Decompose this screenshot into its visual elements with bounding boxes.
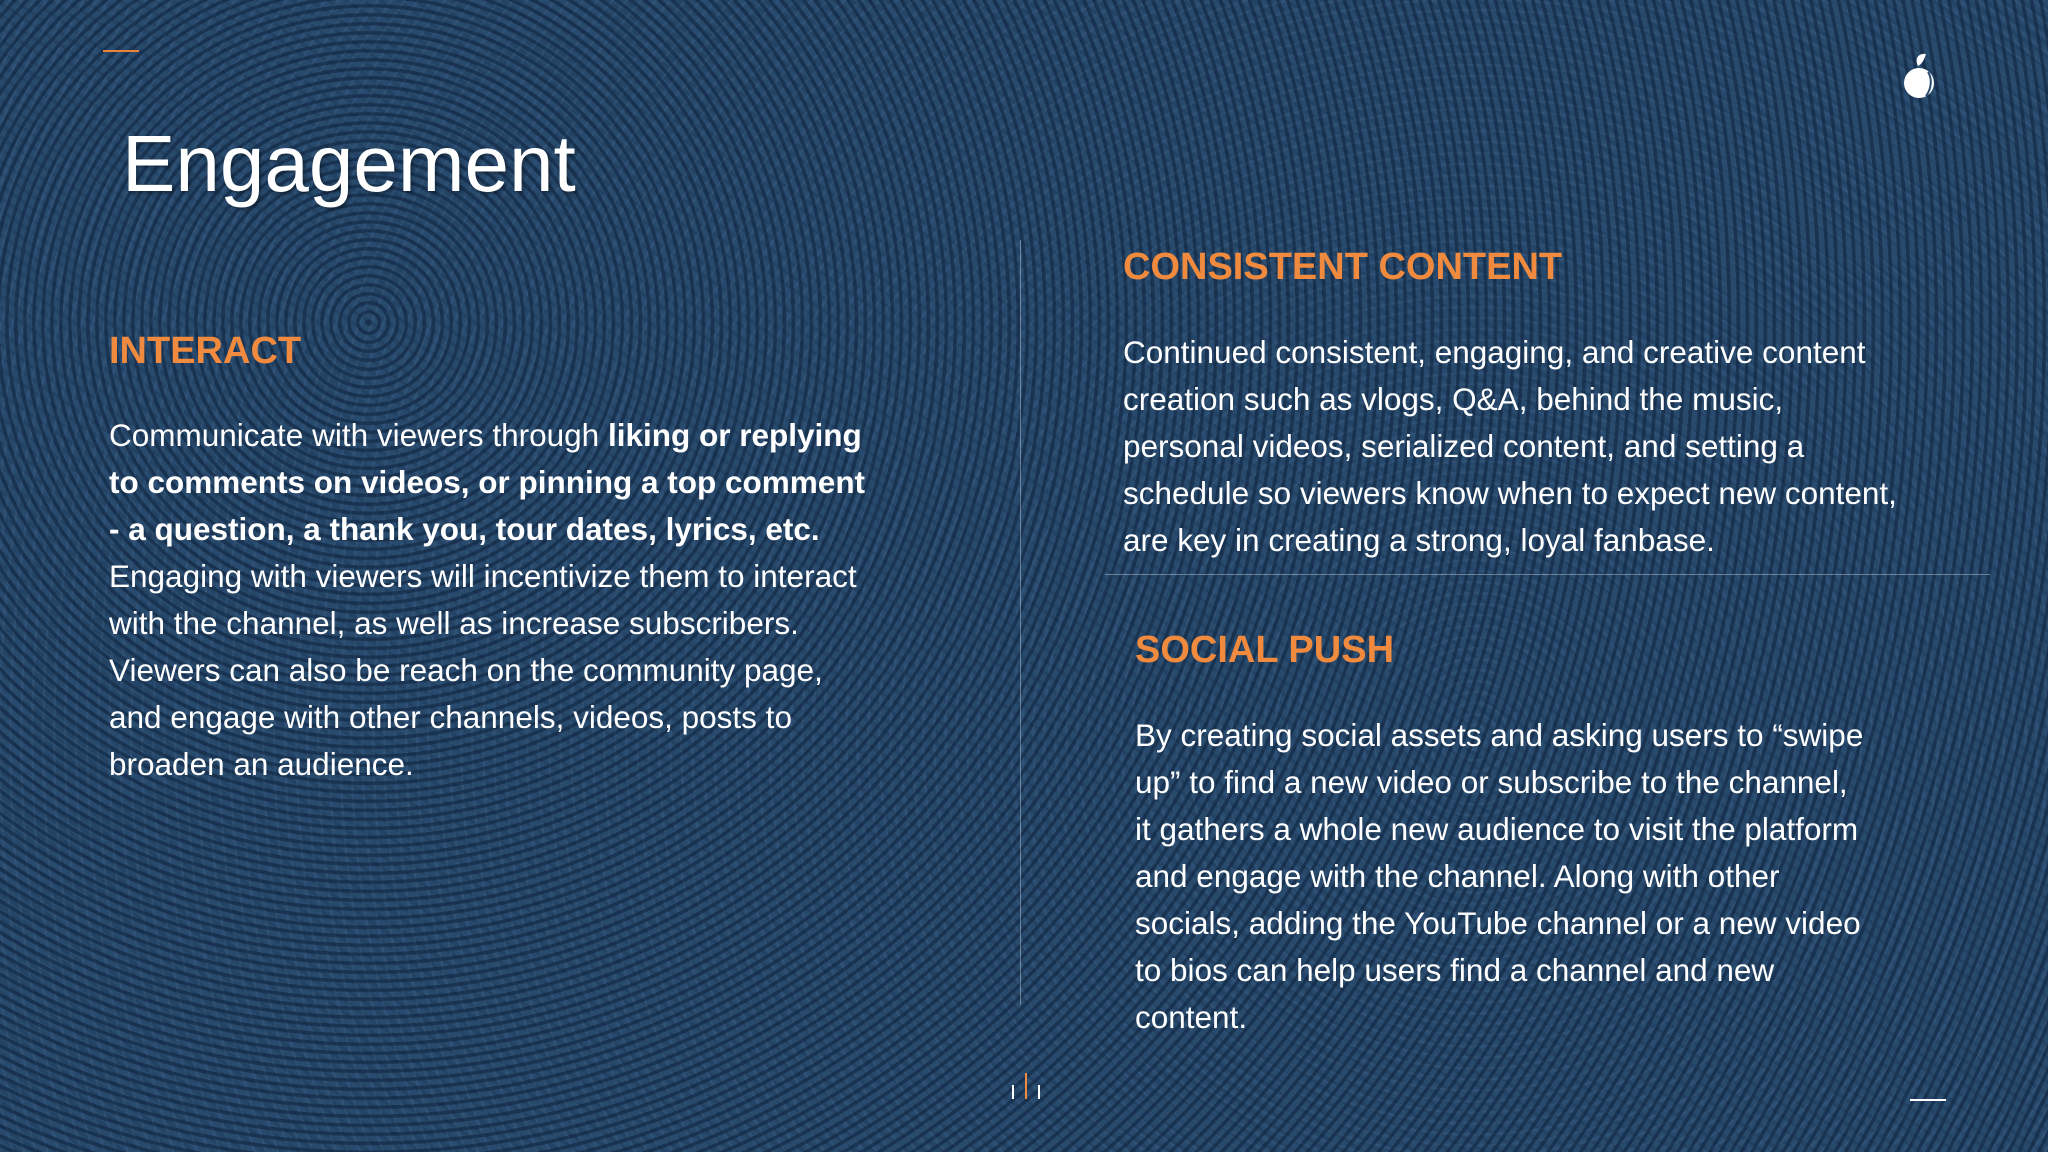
social-push-line: content. <box>1135 999 1248 1035</box>
interact-line <box>109 553 865 600</box>
interact-line-bold: liking or replying <box>607 417 862 453</box>
consistent-content-line: Continued consistent, engaging, and creative content <box>1123 334 1866 370</box>
consistent-content-line: creation such as vlogs, Q&A, behind the music, <box>1123 381 1784 417</box>
interact-line-text: Communicate with viewers through <box>109 417 608 453</box>
interact-line <box>109 600 865 647</box>
interact-line-bold: to comments on videos, or pinning a top comment <box>109 464 866 500</box>
interact-line <box>109 459 865 506</box>
consistent-content-line: schedule so viewers know when to expect new content, <box>1123 475 1897 511</box>
consistent-content-line: are key in creating a strong, loyal fanbase. <box>1123 522 1715 558</box>
consistent-content-heading: CONSISTENT CONTENT <box>1123 246 1563 288</box>
interact-line <box>109 412 865 459</box>
horizontal-divider <box>1105 574 1990 575</box>
bottom-accent-line <box>1910 1099 1946 1101</box>
interact-line <box>109 694 865 741</box>
interact-line-text: Engaging with viewers will incentivize them to interact <box>109 558 857 594</box>
page-marker-icon <box>1009 1071 1043 1101</box>
social-push-line: socials, adding the YouTube channel or a new video <box>1135 905 1861 941</box>
top-accent-line <box>103 50 139 52</box>
social-push-body <box>1135 712 1863 1041</box>
vertical-divider <box>1020 240 1021 1005</box>
interact-line <box>109 647 865 694</box>
social-push-heading: SOCIAL PUSH <box>1135 629 1395 671</box>
interact-line-text: with the channel, as well as increase subscribers. <box>109 605 799 641</box>
interact-line-text: Viewers can also be reach on the community page, <box>109 652 823 688</box>
consistent-content-body <box>1123 329 1897 564</box>
social-push-line: it gathers a whole new audience to visit the platform <box>1135 811 1859 847</box>
interact-body <box>109 412 865 788</box>
peach-logo-icon <box>1902 52 1938 100</box>
social-push-line: to bios can help users find a channel and new <box>1135 952 1775 988</box>
interact-line-bold: - a question, a thank you, tour dates, lyrics, etc. <box>109 511 820 547</box>
interact-line <box>109 741 865 788</box>
slide-title: Engagement <box>122 119 576 208</box>
consistent-content-line: personal videos, serialized content, and setting a <box>1123 428 1805 464</box>
social-push-line: By creating social assets and asking users to “swipe <box>1135 717 1864 753</box>
social-push-line: and engage with the channel. Along with other <box>1135 858 1780 894</box>
interact-line <box>109 506 865 553</box>
social-push-line: up” to find a new video or subscribe to the channel, <box>1135 764 1848 800</box>
interact-heading: INTERACT <box>109 330 302 372</box>
interact-line-text: and engage with other channels, videos, posts to <box>109 699 792 735</box>
interact-line-text: broaden an audience. <box>109 746 414 782</box>
